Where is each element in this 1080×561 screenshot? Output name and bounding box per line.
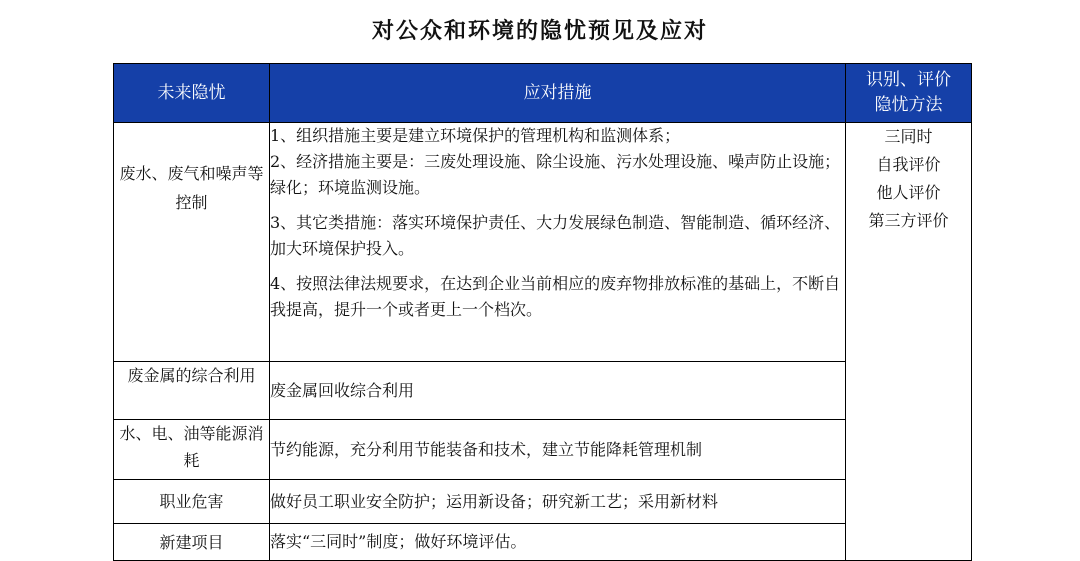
risk-table: [113, 63, 972, 561]
concern-cell: 废金属的综合利用: [114, 362, 270, 420]
header-measures: 应对措施: [270, 64, 846, 123]
measures-cell: [270, 123, 846, 362]
method-cell: [846, 123, 972, 561]
measure-item: 4、按照法律法规要求，在达到企业当前相应的废弃物排放标准的基础上，不断自我提高，提升一个或者更上一个档次。: [270, 274, 841, 319]
table-header-row: [114, 64, 972, 123]
measure-item: 2、经济措施主要是：三废处理设施、除尘设施、污水处理设施、噪声防止设施；绿化；环境监测设施。: [270, 152, 841, 197]
method-item: 他人评价: [876, 183, 941, 202]
measures-cell: 落实“三同时”制度；做好环境评估。: [270, 524, 846, 561]
header-method: [846, 64, 972, 123]
method-item: 三同时: [884, 127, 933, 146]
concern-cell: 新建项目: [114, 524, 270, 561]
measure-item: 3、其它类措施：落实环境保护责任、大力发展绿色制造、智能制造、循环经济、加大环境保护投入。: [270, 213, 841, 258]
measures-cell: 废金属回收综合利用: [270, 362, 846, 420]
measure-item: 1、组织措施主要是建立环境保护的管理机构和监测体系；: [270, 126, 681, 145]
table-row: [114, 480, 972, 524]
header-method-line1: 识别、评价: [866, 70, 951, 90]
header-concern: 未来隐忧: [114, 64, 270, 123]
page-title: 对公众和环境的隐忧预见及应对: [371, 18, 708, 44]
header-method-line2: 隐忧方法: [874, 95, 943, 115]
table-row: [114, 420, 972, 480]
table-row: [114, 524, 972, 561]
concern-cell: 水、电、油等能源消耗: [114, 420, 270, 480]
method-item: 自我评价: [876, 155, 941, 174]
concern-cell: 职业危害: [114, 480, 270, 524]
table-row: [114, 123, 972, 362]
measures-cell: 做好员工职业安全防护；运用新设备；研究新工艺；采用新材料: [270, 480, 846, 524]
table-row: [114, 362, 972, 420]
concern-cell: 废水、废气和噪声等控制: [114, 123, 270, 362]
measures-cell: 节约能源，充分利用节能装备和技术，建立节能降耗管理机制: [270, 420, 846, 480]
method-item: 第三方评价: [868, 211, 949, 230]
